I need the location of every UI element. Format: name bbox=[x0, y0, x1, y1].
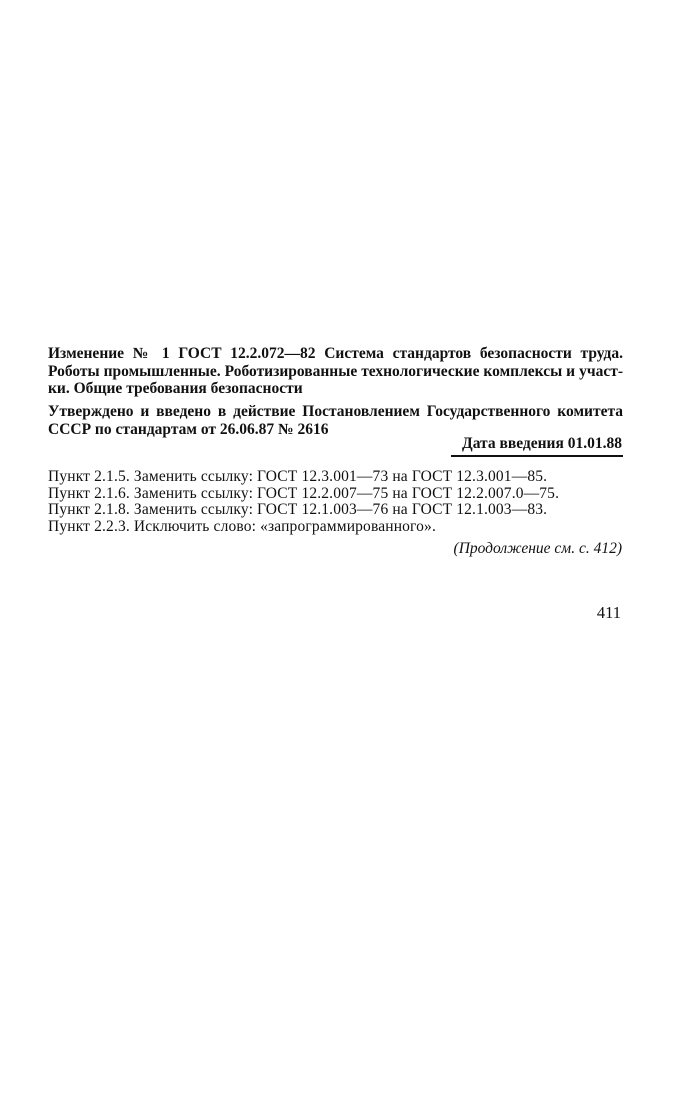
clause-list bbox=[48, 469, 623, 535]
clause-item: Пункт 2.1.8. Заменить ссылку: ГОСТ 12.1.003—76 на ГОСТ 12.1.003—83. bbox=[48, 501, 548, 518]
approval-line: Утверждено и введено в действие Постановлением Государственного комитета bbox=[48, 403, 623, 420]
approval-line: СССР по стандартам от 26.06.87 № 2616 bbox=[48, 420, 329, 438]
heading-line: ки. Общие требования безопасности bbox=[48, 380, 303, 397]
continuation-note: (Продолжение см. с. 412) bbox=[453, 540, 622, 557]
amendment-heading bbox=[48, 345, 623, 398]
date-underline bbox=[451, 455, 623, 457]
heading-line: Роботы промышленные. Роботизированные технологические комплексы и участ- bbox=[48, 362, 623, 380]
approval-statement bbox=[48, 403, 623, 438]
clause-item: Пункт 2.1.6. Заменить ссылку: ГОСТ 12.2.007—75 на ГОСТ 12.2.007.0—75. bbox=[48, 484, 560, 502]
heading-line: Изменение № 1 ГОСТ 12.2.072—82 Система стандартов безопасности труда. bbox=[48, 345, 623, 362]
clause-item: Пункт 2.2.3. Исключить слово: «запрограммированного». bbox=[48, 517, 436, 535]
introduction-date: Дата введения 01.01.88 bbox=[462, 435, 622, 452]
page-number: 411 bbox=[596, 603, 621, 622]
clause-item: Пункт 2.1.5. Заменить ссылку: ГОСТ 12.3.001—73 на ГОСТ 12.3.001—85. bbox=[48, 468, 548, 485]
